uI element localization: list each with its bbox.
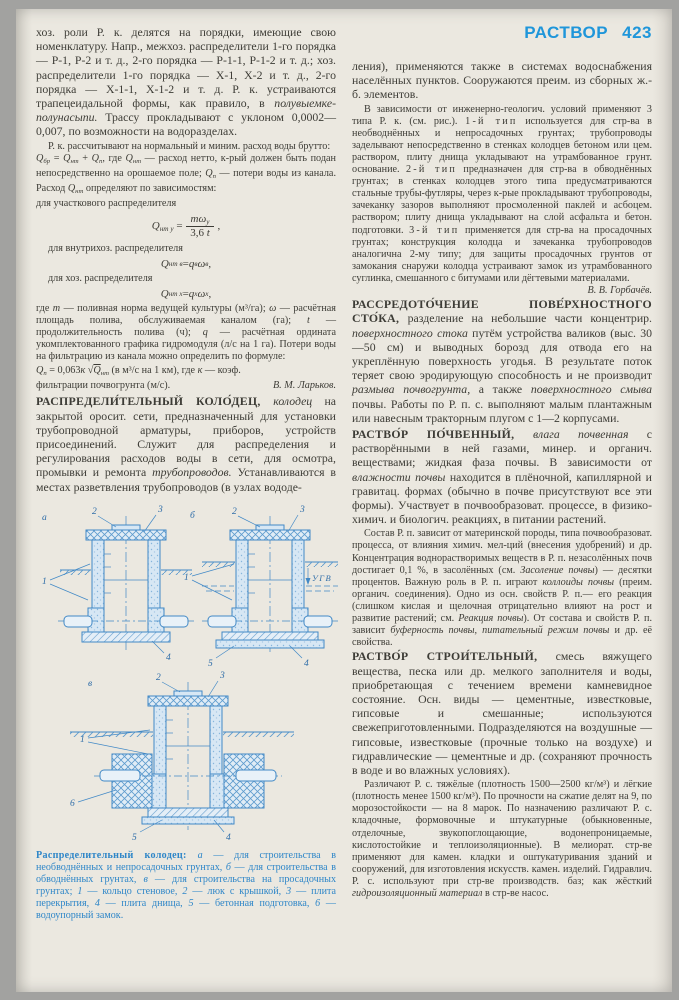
diagram-b: [184, 505, 338, 669]
filtration-loss-formula: Qп = 0,063к √Qнт (в м³/с на 1 км), где к — коэф.: [36, 365, 241, 378]
diagram-a: [42, 505, 194, 663]
author-signature-gorbachev: В. В. Горбачёв.: [587, 285, 652, 297]
entry-rastvor-stroitelny: РАСТВО́Р СТРОИ́ТЕЛЬНЫЙ, смесь вяжущего вещества, песка или др. мелкого заполнителя и воды, приобретающая с течением времени камневидное состояние. Осн. виды — цементные, известковые, гипсовые и смешанные; используются свежеприготовленными. Подразделяются на воздушные — гипсовые, известковые (прочные только на воздухе) и гидравлические — цементные и др. (сохраняют прочность в воде и во влажных условиях).: [352, 649, 652, 777]
formula1-lhs: Qнт у =: [151, 219, 183, 233]
figure-callout: 5: [208, 658, 213, 669]
formula1-numerator: mωу: [186, 213, 215, 227]
formula1-caption: для участкового распределителя: [36, 197, 177, 209]
page-number: 423: [622, 23, 652, 42]
formula-net-discharge-farm: Q нт х = q х ω х ,: [160, 287, 212, 300]
figure-label-b: б: [190, 510, 195, 521]
author-signature-larkov: В. М. Ларьков.: [272, 380, 336, 392]
figure-label-a: а: [42, 512, 47, 523]
continued-paragraph-right: ления), применяются также в системах водоснабжения населённых пунктов. Сооружаются преим. из сборных ж.-б. элементов.: [352, 59, 652, 102]
formula1-fraction: [186, 213, 215, 240]
continued-paragraph-rk: хоз. роли Р. к. делятся на порядки, имеющие свою номенклатуру. Напр., межхоз. распределители 1-го порядка — Р-1, Р-2 и т. д., 2-го порядка — Р-1-1, Р-1-2 и т. д.; хоз. распределители 1-го порядка — Х-1, Х-2 и т. д., 2-го порядка — Х-1-1, Х-1-2 и т. д. Р. к. устраиваются трапецеидальной формы, как правило, в полувыемке-полунасыпи. Трассу прокладывают с уклоном 0,0002—0,007, по возможности на водоразделах.: [36, 25, 336, 139]
soil-solution-details: Состав Р. п. зависит от материнской породы, типа почвообразоват. процесса, от влияния химич. мел-ций (внесения удобрений) и др. Концентрация воднорастворимых веществ в Р. п. незасолённых почв достигает 0,1 %, в засолённых (см. Засоление почвы) — десятки процентов. Важную роль в Р. п. играют коллоиды почвы (преим. органич. соединения). Одно из осн. свойств Р. п.— его реакция (слишком кислая и щелочная отрицательно влияют на рост и развитие растений; см. Реакция почвы). От состава и свойств Р. п. зависит буферность почвы, питательный режим почвы и др. её свойства.: [352, 528, 652, 649]
running-head-title: РАСТВОР: [524, 23, 609, 42]
figure-callout: 3: [220, 670, 225, 681]
figure-callout: 4: [304, 658, 309, 669]
entry-rassredotochenie-stoka: РАССРЕДОТО́ЧЕНИЕ ПОВЕ́РХНОСТНОГО СТО́КА, разделение на небольшие части концентрир. поверхностного стока путём устройства валиков (выс. 30—50 см) и выводных борозд для отвода его на укреплённую поверхность угодья. В результате поток теряет свою эродирующую способность и не производит размыва почвогрунта, а также поверхностного смыва почвы. Работы по Р. п. с. выполняют малым плантажным или навесным тракторным плугом с 1—2 корпусами.: [352, 297, 652, 425]
right-column: [352, 19, 652, 900]
figure-callout: 1: [42, 576, 47, 587]
figure-callout: 2: [232, 506, 237, 517]
formula1-tail: ,: [217, 220, 221, 233]
figure-callout: 3: [158, 504, 163, 515]
diagram-v: [70, 671, 294, 842]
gross-discharge-formula-text: Qбр = Qнт + Qп, где Qнт — расход нетто, к-рый должен быть подан непосредственно на орошаемое поле; Qп — потери воды из канала. Расход Qнт определяют по зависимостям:: [36, 152, 336, 195]
figure-callout: 3: [300, 504, 305, 515]
formula2-caption: для внутрихоз. распределителя: [48, 242, 183, 254]
figure-callout: 2: [92, 506, 97, 517]
running-head: [352, 23, 652, 43]
filtration-loss-text: фильтрации почвогрунта (м/с).: [36, 380, 171, 392]
mortar-details: Различают Р. с. тяжёлые (плотность 1500—2500 кг/м³) и лёгкие (плотность менее 1500 кг/м³). По прочности на сжатие делят на 9, по морозостойкости — на 8 марок. По назначению различают Р. с. кладочные, формовочные и штукатурные (обыкновенные, отделочные, звукопоглощающие, водонепроницаемые, кислотостойкие и теплоизоляционные). В мелиорат. стр-ве применяют для камен. кладки и оштукатуривания зданий и сооружений, для изготовления искусств. камен. изделий. Гидравлич. Р. с. используют при стр-ве производств. баз; как жёсткий гидроизоляционный материал в стр-ве насос.: [352, 779, 652, 899]
figure-callout: 4: [166, 652, 171, 663]
figure-callout: 1: [80, 734, 85, 745]
figure-callout: 1: [184, 572, 189, 583]
formula-net-discharge-sector: [36, 213, 336, 240]
symbols-explanation: где m — поливная норма ведущей культуры (м³/га); ω — расчётная площадь полива, обслуживаемая каналом (га); t — продолжительность полива (ч); q — расчётная ордината укомплектованного графика гидромодуля (л/с на 1 га). Потери воды на фильтрацию из канала можно определить по формуле:: [36, 302, 337, 363]
formula-net-discharge-onfarm: Q нт в = q в ω в ,: [160, 257, 212, 270]
figure-callout: 4: [226, 832, 231, 842]
calc-intro: Р. к. рассчитывают на нормальный и миним. расход воды брутто:: [48, 140, 331, 152]
left-column: [36, 25, 336, 922]
figure-callout: 2: [156, 672, 161, 683]
well-types-paragraph: В зависимости от инженерно-геологич. условий применяют 3 типа Р. к. (см. рис.). 1-й тип используется для стр-ва в необводнённых и непросадочных грунтах; трубопроводы заделывают непосредственно в стенках колодцев бетоном или цем. раствором, плиту днища укладывают на утрамбованное грунт. основание. 2-й тип предназначен для стр-ва в обводнённых грунтах; в стенках колодцев этого типа предусматриваются стальные трубы-футляры, через к-рые прокладывают трубопроводы, зачеканку зазоров выполняют просмоленной паклей и асбоцем. раствором; плиту днища укладывают на слой асфальта и бетон. подготовки. 3-й тип применяется для стр-ва на просадочных грунтах; конструкция колодца и зачеканка трубопроводов аналогична 2-му типу; для защиты просадочных грунтов от замокания снаружи колодца устраивают замок из утрамбованного суглинка, смешанного с битумами или дёгтевыми материалами.: [352, 103, 652, 284]
entry-rastvor-pochvenny: РАСТВО́Р ПО́ЧВЕННЫЙ, влага почвенная с растворёнными в ней газами, минер. и органич. веществами; жидкая фаза почвы. В зависимости от влажности почвы находится в плёночной, капиллярной и гравитац. формах (обычно в почве присутствуют все эти формы). Участвует в почвообразоват. процессе, в физико-химич. и биологич. реакциях, в питании растений.: [352, 426, 652, 527]
entry-raspredelitelny-kolodets: РАСПРЕДЕЛИ́ТЕЛЬНЫЙ КОЛО́ДЕЦ, колодец на закрытой оросит. сети, предназначенный для установки трубопроводной арматуры, приборов, устройств присоединений. Служит для распределения и регулирования расходов воды в сети, для осмотра, промывки и ремонта трубопроводов. Устанавливаются в местах разветвления трубопроводов (в узлах вододе-: [36, 394, 337, 494]
figure-caption: Распределительный колодец: а — для строительства в необводнённых и непросадочных грунтах, б — для строительства в обводнённых грунтах, в — для строительства на просадочных грунтах; 1 — кольцо стеновое, 2 — люк с крышкой, 3 — плита перекрытия, 4 — плита днища, 5 — бетонная подготовка, 6 — водоупорный замок.: [36, 849, 336, 921]
page-surface: [16, 9, 672, 992]
groundwater-level-label: УГВ: [312, 572, 333, 583]
figure-callout: 6: [70, 798, 75, 809]
formula1-denominator: 3,6 t: [190, 227, 210, 240]
figure-callout: 5: [132, 832, 137, 842]
figure-label-v: в: [88, 678, 93, 689]
formula3-caption: для хоз. распределителя: [48, 272, 153, 284]
filtration-loss-formula-end: [36, 380, 336, 392]
figure-well-diagrams: [36, 498, 338, 842]
